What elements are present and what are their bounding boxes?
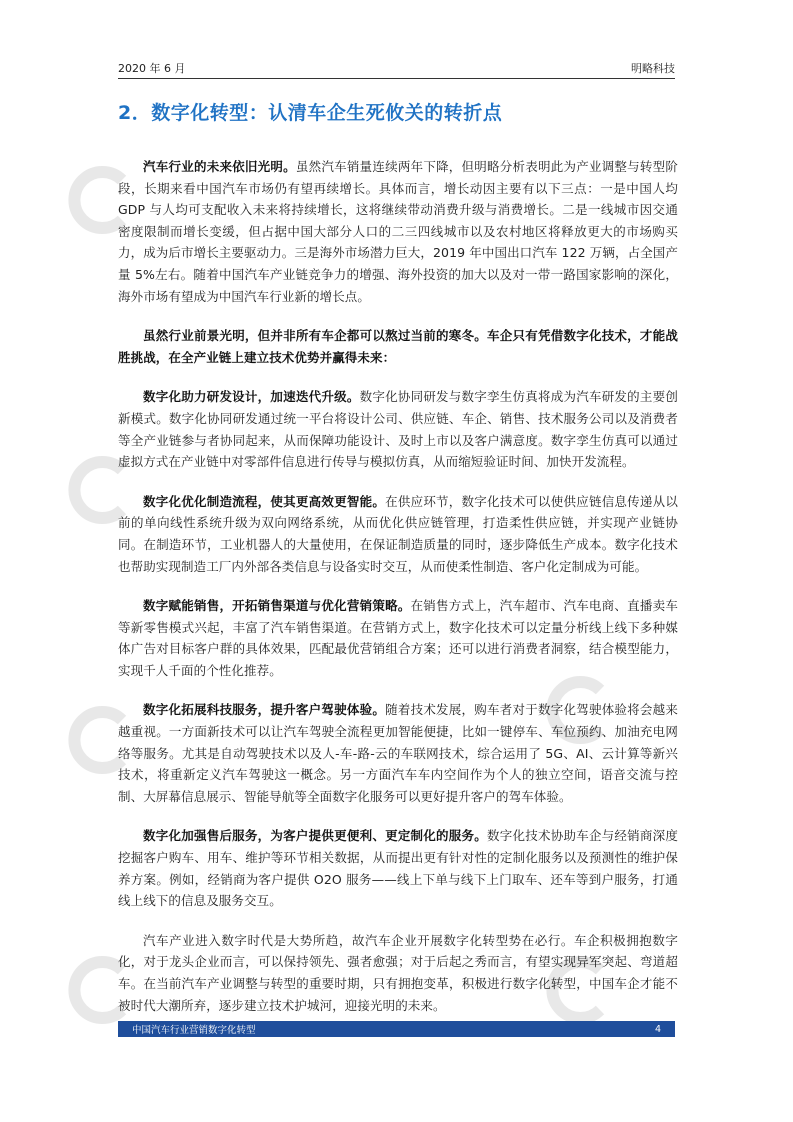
paragraph <box>118 699 678 807</box>
paragraph <box>118 386 678 472</box>
paragraph <box>118 930 678 1016</box>
paragraph <box>118 325 678 368</box>
footer-title: 中国汽车行业营销数字化转型 <box>132 1025 256 1036</box>
paragraph <box>118 491 678 577</box>
paragraph <box>118 156 678 307</box>
paragraph-lead: 虽然行业前景光明，但并非所有车企都可以熬过当前的寒冬。车企只有凭借数字化技术，才能战胜挑战，在全产业链上建立技术优势并赢得未来： <box>118 328 678 365</box>
document-body <box>118 156 678 1034</box>
paragraph-text: 数字化技术协助车企与经销商深度挖掘客户购车、用车、维护等环节相关数据，从而提出更有针对性的定制化服务以及预测性的维护保养方案。例如，经销商为客户提供 O2O 服务——线上下单与线下上门取车、还车等到户服务，打通线上线下的信息及服务交互。 <box>118 828 678 909</box>
paragraph-lead: 数字化助力研发设计，加速迭代升级。 <box>143 389 360 405</box>
page-header <box>118 58 675 76</box>
paragraph-text: 汽车产业进入数字时代是大势所趋，故汽车企业开展数字化转型势在必行。车企积极拥抱数字化，对于龙头企业而言，可以保持领先、强者愈强；对于后起之秀而言，有望实现异军突起、弯道超车。在当前汽车产业调整与转型的重要时期，只有拥抱变革，积极进行数字化转型，中国车企才能不被时代大潮所弃，逐步建立技术护城河，迎接光明的未来。 <box>118 932 678 1013</box>
paragraph-text: 在供应环节，数字化技术可以使供应链信息传递从以前的单向线性系统升级为双向网络系统，从而优化供应链管理，打造柔性供应链，并实现产业链协同。在制造环节，工业机器人的大量使用，在保证制造质量的同时，逐步降低生产成本。数字化技术也帮助实现制造工厂内外部各类信息与设备实时交互，从而使柔性制造、客户化定制成为可能。 <box>118 493 678 574</box>
paragraph <box>118 595 678 681</box>
page-footer <box>118 1021 675 1037</box>
paragraph <box>118 825 678 911</box>
header-company: 明略科技 <box>631 62 675 75</box>
header-date: 2020 年 6 月 <box>118 62 186 75</box>
paragraph-text: 数字化协同研发与数字孪生仿真将成为汽车研发的主要创新模式。数字化协同研发通过统一平台将设计公司、供应链、车企、销售、技术服务公司以及消费者等全产业链参与者协同起来，从而保障功能设计、及时上市以及客户满意度。数字孪生仿真可以通过虚拟方式在产业链中对零部件信息进行传导与模拟仿真，从而缩短验证时间、加快开发流程。 <box>118 389 678 470</box>
paragraph-lead: 数字化优化制造流程，使其更高效更智能。 <box>143 493 386 509</box>
paragraph-lead: 数字化加强售后服务，为客户提供更便利、更定制化的服务。 <box>143 828 488 844</box>
paragraph-text: 在销售方式上，汽车超市、汽车电商、直播卖车等新零售模式兴起，丰富了汽车销售渠道。在营销方式上，数字化技术可以定量分析线上线下多种媒体广告对目标客户群的具体效果，匹配最优营销组合方案；还可以进行消费者洞察，结合模型能力，实现千人千面的个性化推荐。 <box>118 598 678 678</box>
page-number: 4 <box>654 1023 661 1035</box>
paragraph-lead: 汽车行业的未来依旧光明。 <box>143 159 296 174</box>
paragraph-text: 虽然汽车销量连续两年下降，但明略分析表明此为产业调整与转型阶段，长期来看中国汽车市场仍有望再续增长。具体而言，增长动因主要有以下三点：一是中国人均 GDP 与人均可支配收入未来将持续增长，这将继续带动消费升级与消费增长。二是一线城市因交通密度限制而增长变缓，但占据中国大部分人口的二三四线城市以及农村地区将释放更大的市场购买力，成为后市增长主要驱动力。三是海外市场潜力巨大，2019 年中国出口汽车 122 万辆，占全国产量 5%左右。随着中国汽车产业链竞争力的增强、海外投资的加大以及对一带一路国家影响的深化，海外市场有望成为中国汽车行业新的增长点。 <box>118 159 678 304</box>
section-heading: 2．数字化转型：认清车企生死攸关的转折点 <box>118 102 503 124</box>
paragraph-text: 随着技术发展，购车者对于数字化驾驶体验将会越来越重视。一方面新技术可以让汽车驾驶全流程更加智能便捷，比如一键停车、车位预约、加油充电网络等服务。尤其是自动驾驶技术以及人-车-路-云的车联网技术，综合运用了 5G、AI、云计算等新兴技术，将重新定义汽车驾驶这一概念。另一方面汽车车内空间作为个人的独立空间，语音交流与控制、大屏幕信息展示、智能导航等全面数字化服务可以更好提升客户的驾车体验。 <box>118 702 678 804</box>
paragraph-lead: 数字化拓展科技服务，提升客户驾驶体验。 <box>143 702 386 718</box>
paragraph-lead: 数字赋能销售，开拓销售渠道与优化营销策略。 <box>143 598 411 614</box>
header-divider <box>118 78 675 79</box>
